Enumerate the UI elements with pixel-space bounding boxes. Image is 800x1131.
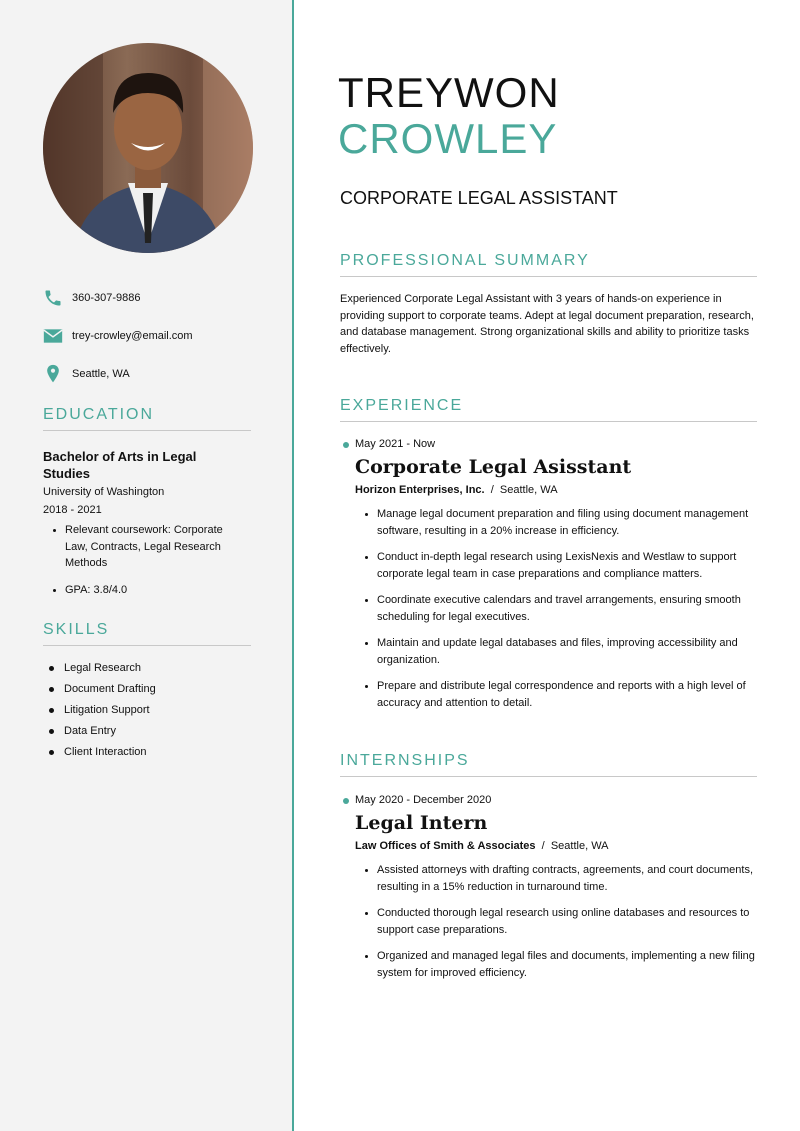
school: University of Washington: [43, 486, 165, 498]
experience-bullet: Prepare and distribute legal correspondence and reports with a high level of accuracy and attention to detail.: [355, 678, 770, 711]
summary-heading: PROFESSIONAL SUMMARY: [340, 252, 757, 277]
experience-bullet: Maintain and update legal databases and files, improving accessibility and organization.: [355, 635, 770, 668]
location-pin-icon: [43, 364, 63, 384]
phone-icon: [43, 288, 63, 308]
skill-item: Data Entry: [43, 721, 156, 742]
separator: /: [490, 484, 494, 496]
skills-list: [43, 658, 156, 763]
company-location: Seattle, WA: [550, 840, 609, 852]
internship-bullet: Conducted thorough legal research using online databases and resources to support case preparations.: [355, 905, 770, 938]
sidebar: [0, 0, 294, 1131]
company-location: Seattle, WA: [499, 484, 558, 496]
contact-email: [43, 326, 193, 346]
last-name: CROWLEY: [338, 115, 558, 162]
education-section: [43, 448, 243, 608]
internship-entry: [340, 794, 770, 991]
location-text: Seattle, WA: [72, 368, 130, 380]
contact-phone: [43, 288, 141, 308]
skill-item: Legal Research: [43, 658, 156, 679]
experience-bullet: Conduct in-depth legal research using LexisNexis and Westlaw to support corporate legal team in case preparations and compliance matters.: [355, 549, 770, 582]
skills-heading: SKILLS: [43, 621, 251, 646]
degree: Bachelor of Arts in Legal Studies: [43, 449, 197, 481]
education-years: 2018 - 2021: [43, 504, 102, 516]
internship-date: May 2020 - December 2020: [340, 794, 770, 806]
skill-item: Document Drafting: [43, 679, 156, 700]
experience-date: May 2021 - Now: [340, 438, 770, 450]
experience-entry: [340, 438, 770, 721]
experience-heading: EXPERIENCE: [340, 397, 757, 422]
internship-bullet: Organized and managed legal files and documents, implementing a new filing system for improved efficiency.: [355, 948, 770, 981]
summary-text: Experienced Corporate Legal Assistant with 3 years of hands-on experience in providing support to corporate teams. Adept at legal document preparation, research, and database management. Strong organizational skills and ability to prioritize tasks effectively.: [340, 293, 754, 355]
internships-heading: INTERNSHIPS: [340, 752, 757, 777]
experience-company-line: [355, 484, 770, 496]
education-heading: EDUCATION: [43, 406, 251, 431]
internship-bullet: Assisted attorneys with drafting contracts, agreements, and court documents, resulting in a 15% reduction in turnaround time.: [355, 862, 770, 895]
experience-bullet: Manage legal document preparation and filing using document management software, resulting in a 20% increase in efficiency.: [355, 506, 770, 539]
skill-item: Litigation Support: [43, 700, 156, 721]
internship-role: Legal Intern: [355, 812, 488, 834]
education-bullet: GPA: 3.8/4.0: [43, 582, 243, 599]
company-name: Law Offices of Smith & Associates: [355, 840, 536, 852]
experience-bullet: Coordinate executive calendars and travel arrangements, ensuring smooth scheduling for legal executives.: [355, 592, 770, 625]
first-name: TREYWON: [338, 69, 560, 116]
contact-location: [43, 364, 130, 384]
experience-role: Corporate Legal Asisstant: [355, 456, 632, 478]
email-icon: [43, 326, 63, 346]
email-text[interactable]: trey-crowley@email.com: [72, 330, 193, 342]
job-title: CORPORATE LEGAL ASSISTANT: [340, 188, 618, 208]
profile-photo: [43, 43, 253, 253]
skill-item: Client Interaction: [43, 742, 156, 763]
name: [338, 70, 560, 162]
phone-text: 360-307-9886: [72, 292, 141, 304]
separator: /: [541, 840, 545, 852]
education-bullet: Relevant coursework: Corporate Law, Contracts, Legal Research Methods: [43, 522, 243, 572]
company-name: Horizon Enterprises, Inc.: [355, 484, 485, 496]
internship-company-line: [355, 840, 770, 852]
